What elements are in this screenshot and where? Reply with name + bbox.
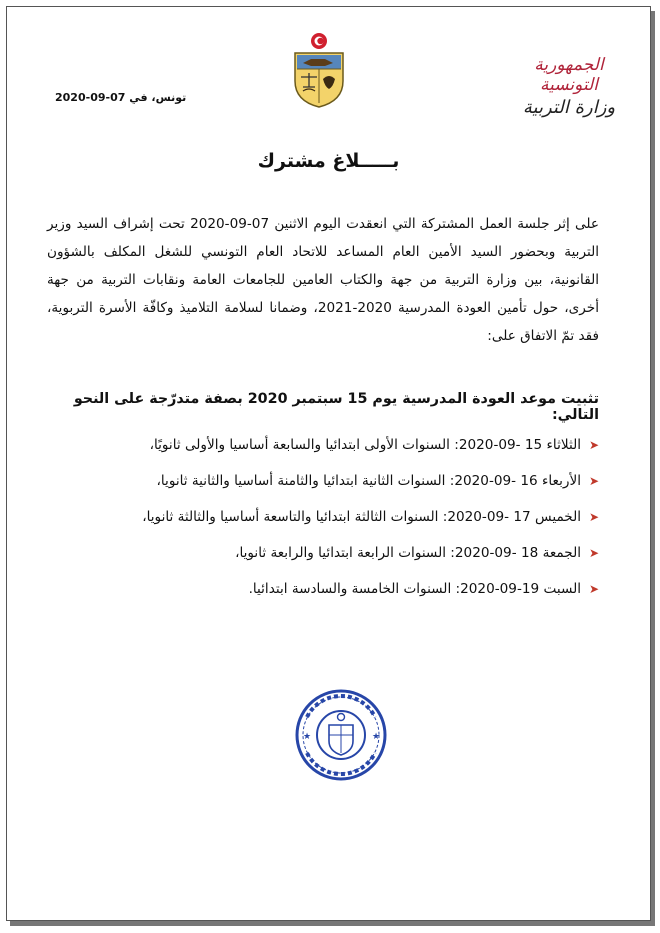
arrow-bullet-icon: ➤	[588, 510, 599, 524]
arrow-bullet-icon: ➤	[588, 546, 599, 560]
page-title: بـــــلاغ مشترك	[257, 150, 400, 172]
letterhead	[514, 55, 624, 118]
list-item	[47, 427, 599, 463]
list-item-text: الثلاثاء 15 -09-2020: السنوات الأولى ابتدائيا والسابعة أساسيا والأولى ثانويًا،	[149, 437, 581, 453]
document-page	[6, 6, 651, 921]
ministry-name: وزارة التربية	[522, 97, 616, 118]
arrow-bullet-icon: ➤	[588, 582, 599, 596]
list-item	[47, 463, 599, 499]
tunisia-coat-of-arms-icon	[291, 31, 347, 109]
republic-name: الجمهورية التونسية	[534, 55, 604, 95]
schedule-list	[47, 427, 599, 607]
schedule-intro: تثبيت موعد العودة المدرسية يوم 15 سبتمبر 2020 بصفة متدرّجة على النحو التالي:	[73, 391, 599, 423]
list-item-text: السبت 19-09-2020: السنوات الخامسة والسادسة ابتدائيا.	[248, 581, 581, 597]
list-item	[47, 571, 599, 607]
list-item-text: الأربعاء 16 -09-2020: السنوات الثانية ابتدائيا والثامنة أساسيا والثانية ثانويا،	[156, 473, 581, 489]
arrow-bullet-icon: ➤	[588, 474, 599, 488]
document-date: تونس، في 07-09-2020	[55, 91, 187, 104]
list-item	[47, 535, 599, 571]
svg-text:★: ★	[303, 732, 312, 742]
svg-text:★: ★	[372, 732, 381, 742]
list-item-text: الخميس 17 -09-2020: السنوات الثالثة ابتدائيا والتاسعة أساسيا والثالثة ثانويا،	[142, 509, 581, 525]
list-item-text: الجمعة 18 -09-2020: السنوات الرابعة ابتدائيا والرابعة ثانويا،	[235, 545, 581, 561]
arrow-bullet-icon: ➤	[588, 438, 599, 452]
list-item	[47, 499, 599, 535]
body-paragraph: على إثر جلسة العمل المشتركة التي انعقدت اليوم الاثنين 07-09-2020 تحت إشراف السيد وزير التربية وبحضور السيد الأمين العام المساعد للاتحاد العام التونسي للشغل المكلف بالشؤون القانونية، بين وزارة التربية من جهة والكتاب العامين للجامعات العامة ونقابات التربية من جهة أخرى، حول تأمين العودة المدرسية 2020-2021، وضمانا لسلامة التلاميذ وكافّة الأسرة التربوية، فقد تمّ الاتفاق على:	[47, 216, 599, 344]
ministry-stamp-icon	[293, 687, 389, 783]
